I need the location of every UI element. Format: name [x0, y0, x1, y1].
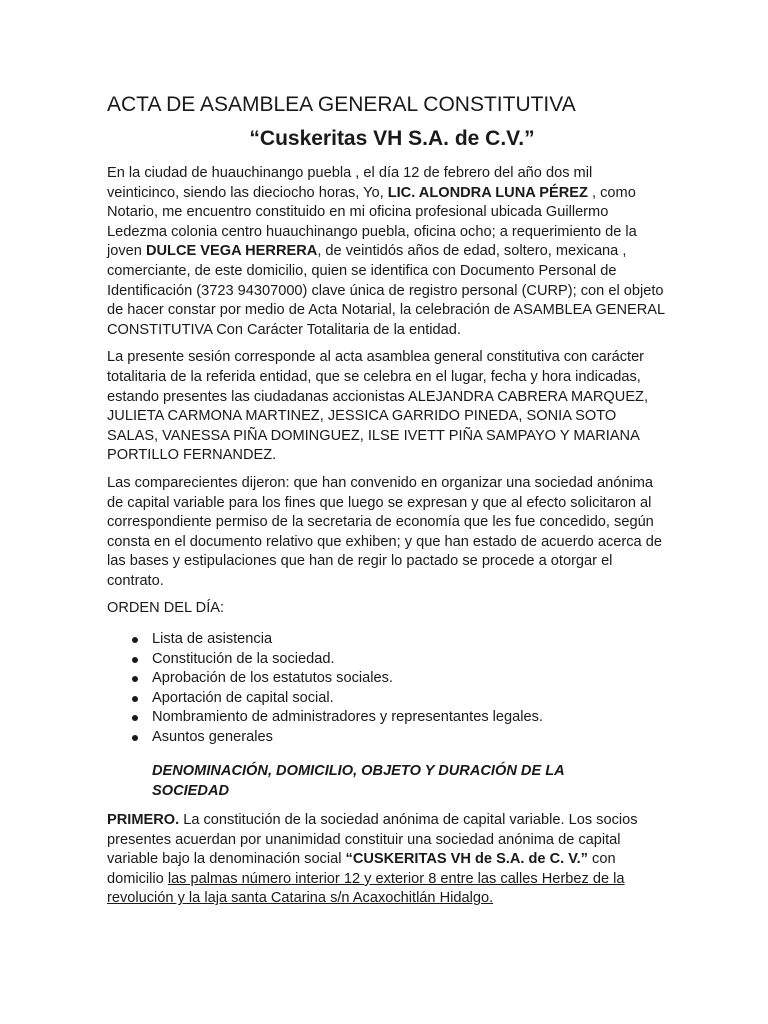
- agenda-item: Asuntos generales: [152, 728, 667, 748]
- agenda-item: Aprobación de los estatutos sociales.: [152, 669, 667, 689]
- notary-name: LIC. ALONDRA LUNA PÉREZ: [387, 184, 588, 201]
- requester-name: DULCE VEGA HERRERA: [145, 243, 318, 260]
- agenda-item: Nombramiento de administradores y representantes legales.: [152, 708, 667, 728]
- agenda-item: Aportación de capital social.: [152, 689, 667, 709]
- paragraph-agreement: Las comparecientes dijeron: que han convenido en organizar una sociedad anónima de capital variable para los fines que luego se expresan y que al efecto solicitaron al correspondiente permiso de la secretaria de economía que les fue concedido, según consta en el documento relativo que exhiben; y que han estado de acuerdo acerca de las bases y estipulaciones que han de regir lo pactado se procede a otorgar el contrato.: [107, 474, 662, 589]
- paragraph-attendees: La presente sesión corresponde al acta asamblea general constitutiva con carácter totalitaria de la referida entidad, que se celebra en el lugar, fecha y hora indicadas, estando presentes las ciudadanas accionistas ALEJANDRA CABRERA MARQUEZ, JULIETA CARMONA MARTINEZ, JESSICA GARRIDO PINEDA, SONIA SOTO SALAS, VANESSA PIÑA DOMINGUEZ, ILSE IVETT PIÑA SAMPAYO Y MARIANA PORTILLO FERNANDEZ.: [107, 349, 649, 464]
- intro-text-b: , como Notario, me encuentro constituido en mi oficina profesional ubicada Guillermo Ledezma colonia centro huauchinango puebla, oficina ocho; a requerimiento de la joven: [107, 184, 637, 260]
- agenda-item: Constitución de la sociedad.: [152, 650, 667, 670]
- agenda-item: Lista de asistencia: [152, 630, 667, 650]
- agenda-list: [107, 630, 667, 747]
- paragraph-intro: [107, 164, 667, 340]
- section-heading: DENOMINACIÓN, DOMICILIO, OBJETO Y DURACIÓN DE LA SOCIEDAD: [152, 763, 565, 800]
- document-body: [107, 92, 667, 917]
- agenda-heading: ORDEN DEL DÍA:: [107, 600, 225, 617]
- clause-label: PRIMERO.: [107, 812, 180, 829]
- paragraph-primero: [107, 811, 667, 909]
- intro-text-c: , de veintidós años de edad, soltero, mexicana , comerciante, de este domicilio, quien se identifica con Documento Personal de Identificación (3723 94307000) clave única de registro personal (CURP); con el objeto de hacer constar por medio de Acta Notarial, la celebración de ASAMBLEA GENERAL CONSTITUTIVA Con Carácter Totalitaria de la entidad.: [107, 243, 665, 338]
- company-name: “Cuskeritas VH S.A. de C.V.”: [249, 127, 535, 150]
- document-title: ACTA DE ASAMBLEA GENERAL CONSTITUTIVA: [107, 93, 576, 116]
- clause-text-a: La constitución de la sociedad anónima de capital variable. Los socios presentes acuerdan por unanimidad constituir una sociedad anónima de capital variable bajo la denominación social: [107, 812, 638, 868]
- company-legal-name: “CUSKERITAS VH de S.A. de C. V.”: [345, 851, 588, 868]
- company-address: las palmas número interior 12 y exterior 8 entre las calles Herbez de la revolución y la laja santa Catarina s/n Acaxochitlán Hidalgo.: [107, 870, 625, 907]
- intro-text-a: En la ciudad de huauchinango puebla , el día 12 de febrero del año dos mil veinticinco, siendo las dieciocho horas, Yo,: [107, 165, 593, 201]
- clause-text-b: con domicilio: [107, 851, 616, 887]
